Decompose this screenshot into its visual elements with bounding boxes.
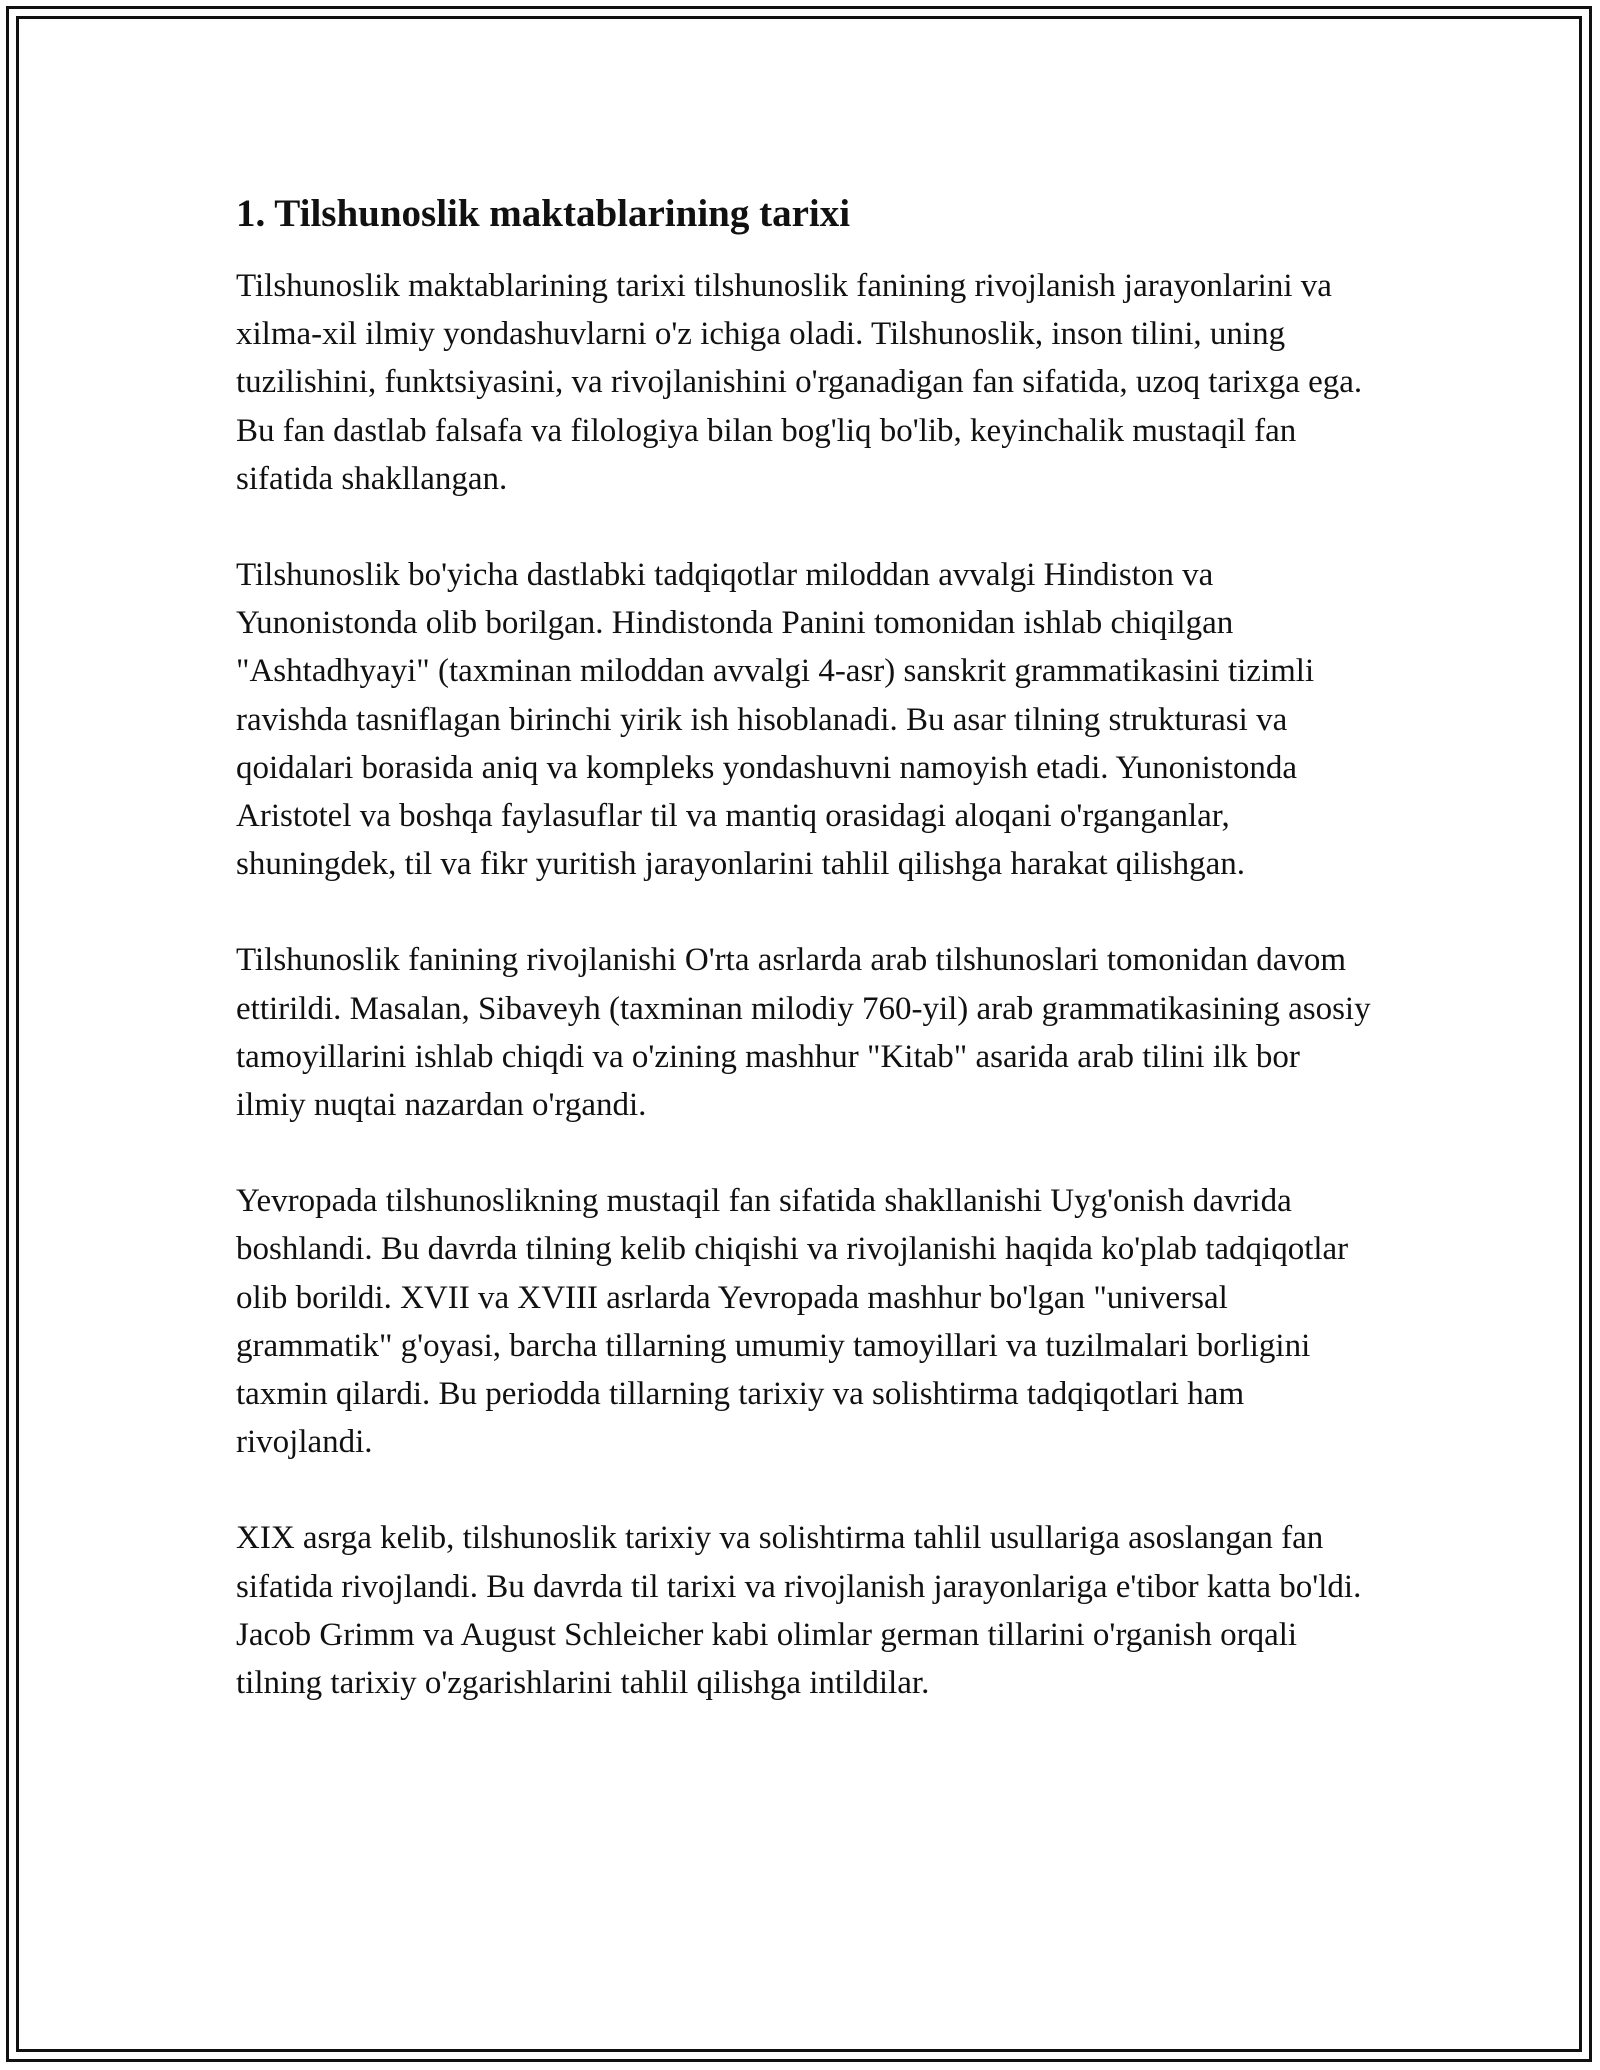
section-heading: 1. Tilshunoslik maktablarining tarixi (236, 192, 851, 235)
document-body (236, 186, 1372, 1755)
paragraph-renaissance: Yevropada tilshunoslikning mustaqil fan sifatida shakllanishi Uyg'onish davrida boshlandi. Bu davrda tilning kelib chiqishi va rivojlanishi haqida ko'plab tadqiqotlar olib borildi. XVII va XVIII asrlarda Yevropada mashhur bo'lgan "universal grammatik" g'oyasi, barcha tillarning umumiy tamoyillari va tuzilmalari borligini taxmin qilardi. Bu periodda tillarning tarixiy va solishtirma tadqiqotlari ham rivojlandi. (236, 1183, 1349, 1461)
paragraph-early-research: Tilshunoslik bo'yicha dastlabki tadqiqotlar miloddan avvalgi Hindiston va Yunonistonda olib borilgan. Hindistonda Panini tomonidan ishlab chiqilgan "Ashtadhyayi" (taxminan miloddan avvalgi 4-asr) sanskrit grammatikasini tizimli ravishda tasniflagan birinchi yirik ish hisoblanadi. Bu asar tilning strukturasi va qoidalari borasida aniq va kompleks yondashuvni namoyish etadi. Yunonistonda Aristotel va boshqa faylasuflar til va mantiq orasidagi aloqani o'rganganlar, shuningdek, til va fikr yuritish jarayonlarini tahlil qilishga harakat qilishgan. (236, 557, 1315, 883)
paragraph-intro: Tilshunoslik maktablarining tarixi tilshunoslik fanining rivojlanish jarayonlarini va xilma-xil ilmiy yondashuvlarni o'z ichiga oladi. Tilshunoslik, inson tilini, uning tuzilishini, funktsiyasini, va rivojlanishini o'rganadigan fan sifatida, uzoq tarixga ega. Bu fan dastlab falsafa va filologiya bilan bog'liq bo'lib, keyinchalik mustaqil fan sifatida shakllangan. (236, 268, 1363, 497)
paragraph-nineteenth-century: XIX asrga kelib, tilshunoslik tarixiy va solishtirma tahlil usullariga asoslangan fan sifatida rivojlandi. Bu davrda til tarixi va rivojlanish jarayonlariga e'tibor katta bo'ldi. Jacob Grimm va August Schleicher kabi olimlar german tillarini o'rganish orqali tilning tarixiy o'zgarishlarini tahlil qilishga intildilar. (236, 1520, 1362, 1702)
paragraph-middle-ages: Tilshunoslik fanining rivojlanishi O'rta asrlarda arab tilshunoslari tomonidan davom ettirildi. Masalan, Sibaveyh (taxminan milodiy 760-yil) arab grammatikasining asosiy tamoyillarini ishlab chiqdi va o'zining mashhur "Kitab" asarida arab tilini ilk bor ilmiy nuqtai nazardan o'rgandi. (236, 942, 1371, 1124)
